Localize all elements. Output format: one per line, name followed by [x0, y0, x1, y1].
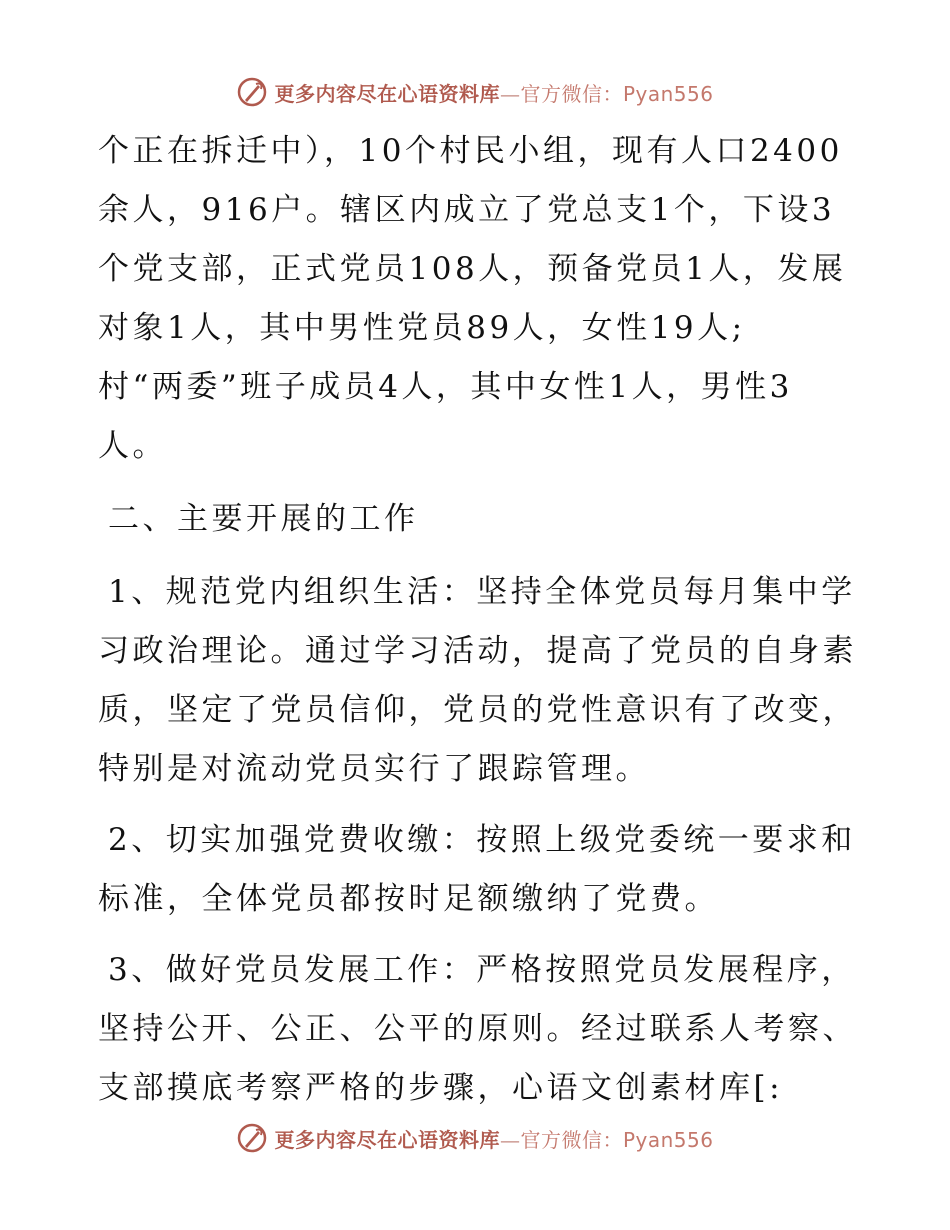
body-line: 坚持公开、公正、公平的原则。经过联系人考察、: [98, 1011, 857, 1047]
section-heading: 二、主要开展的工作: [108, 501, 419, 537]
document-body: [98, 122, 858, 1118]
quill-logo-icon: [236, 76, 268, 108]
body-line: 质，坚定了党员信仰，党员的党性意识有了改变，: [98, 692, 857, 728]
quill-logo-icon: [236, 1122, 268, 1154]
body-line: 习政治理论。通过学习活动，提高了党员的自身素: [98, 633, 857, 669]
body-line: 特别是对流动党员实行了跟踪管理。: [98, 751, 650, 787]
footer-wechat: 官方微信：Pyan556: [520, 1127, 714, 1152]
header-separator: —: [499, 81, 521, 106]
body-line: 个党支部，正式党员108人，预备党员1人，发展: [98, 251, 847, 287]
body-line: 人。: [98, 428, 167, 464]
body-line: 标准，全体党员都按时足额缴纳了党费。: [98, 881, 719, 917]
header-slogan: 更多内容尽在心语资料库: [274, 81, 500, 106]
body-line: 对象1人，其中男性党员89人，女性19人;: [98, 310, 746, 346]
footer-slogan: 更多内容尽在心语资料库: [274, 1127, 500, 1152]
body-line: 3、做好党员发展工作：严格按照党员发展程序，: [108, 952, 856, 988]
footer-separator: —: [499, 1127, 521, 1152]
body-line: 村“两委”班子成员4人，其中女性1人，男性3: [98, 369, 793, 405]
body-line: 1、规范党内组织生活：坚持全体党员每月集中学: [108, 574, 856, 610]
footer-watermark: [0, 1116, 950, 1160]
body-line: 个正在拆迁中），10个村民小组，现有人口2400: [98, 133, 843, 169]
header-wechat: 官方微信：Pyan556: [520, 81, 714, 106]
body-line: 支部摸底考察严格的步骤，心语文创素材库[:: [98, 1070, 784, 1106]
body-line: 2、切实加强党费收缴：按照上级党委统一要求和: [108, 822, 856, 858]
footer-text: [274, 1124, 713, 1153]
body-line: 余人，916户。辖区内成立了党总支1个，下设3: [98, 192, 836, 228]
header-text: [274, 78, 713, 107]
header-watermark: [0, 70, 950, 114]
